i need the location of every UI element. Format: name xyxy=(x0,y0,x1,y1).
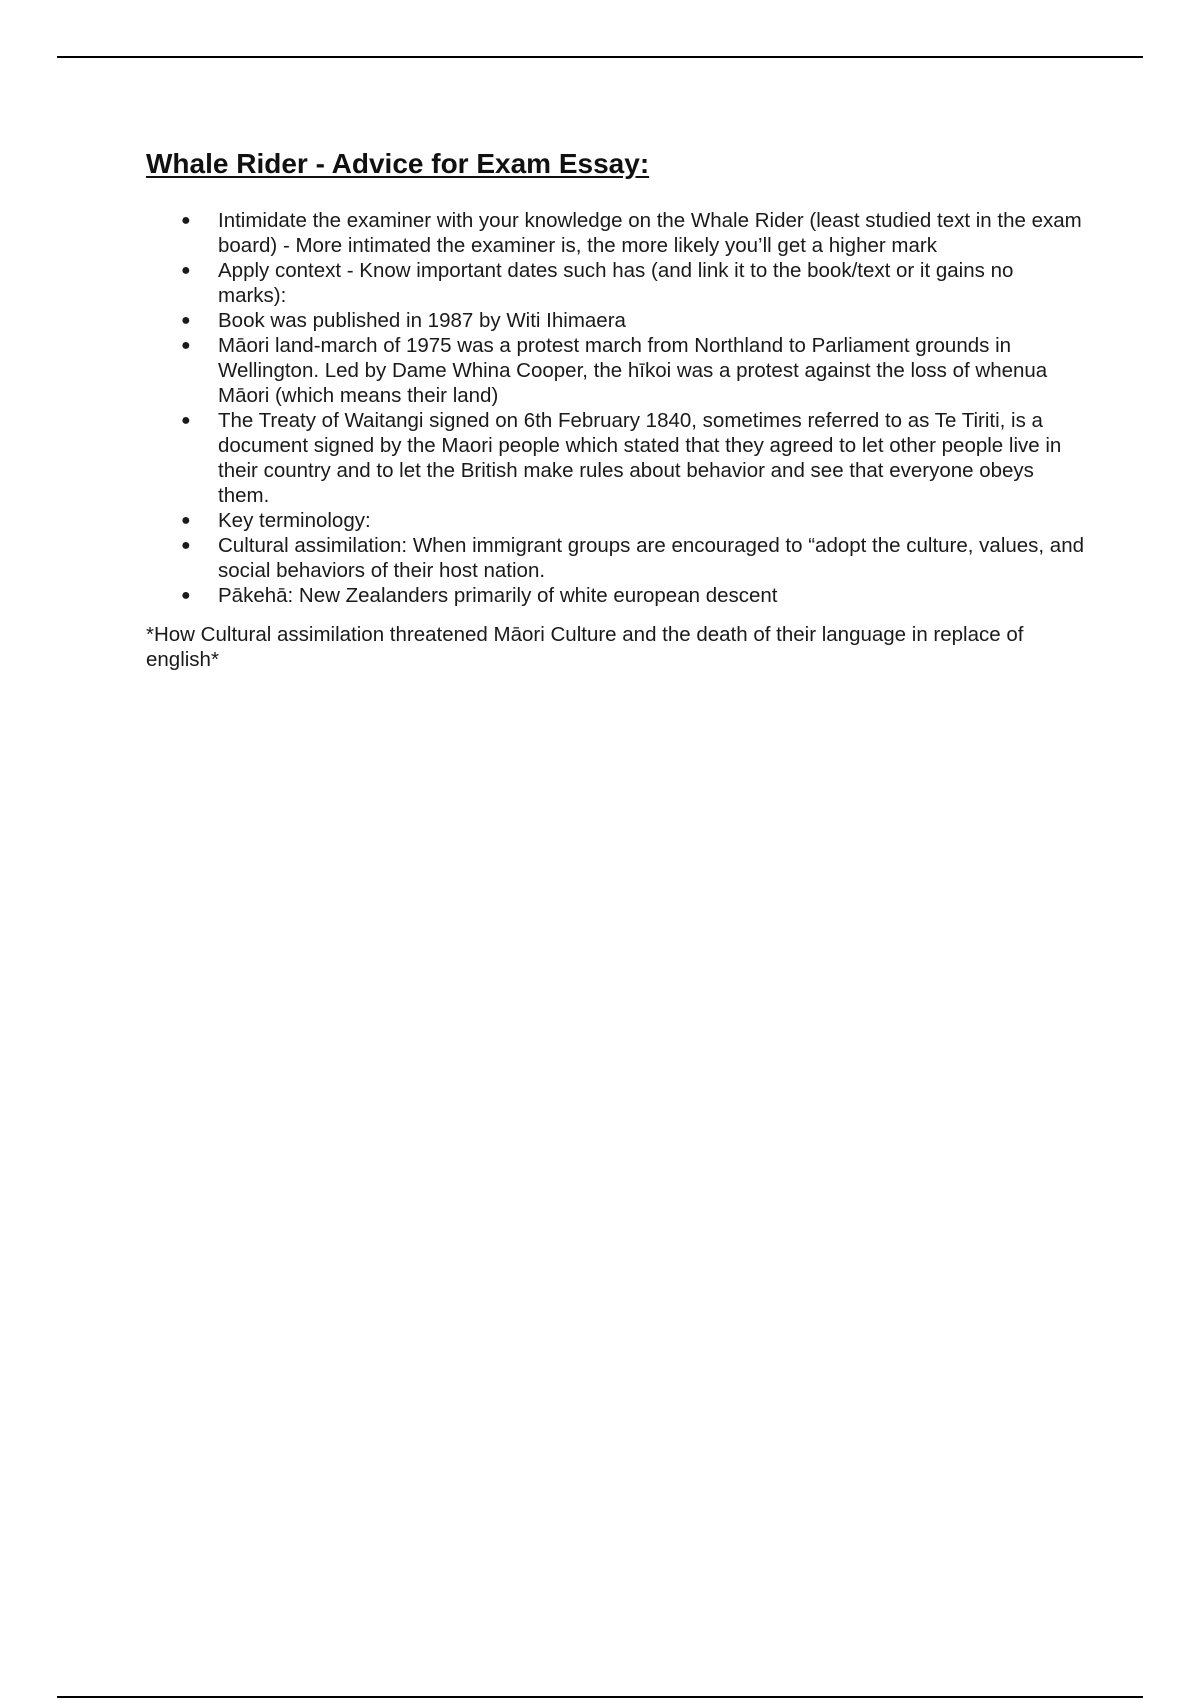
bullet-item xyxy=(146,583,1086,608)
bullet-item xyxy=(146,533,1086,583)
bullet-text: Book was published in 1987 by Witi Ihimaera xyxy=(218,309,626,332)
closing-note: *How Cultural assimilation threatened Māori Culture and the death of their language in replace of english* xyxy=(146,623,1024,671)
bullet-dot-icon: ● xyxy=(181,512,191,529)
bullet-item xyxy=(146,208,1086,258)
bullet-list xyxy=(146,208,1086,608)
bullet-dot-icon: ● xyxy=(181,262,191,279)
bullet-text: Apply context - Know important dates such has (and link it to the book/text or it gains no marks): xyxy=(218,259,1014,307)
bullet-text: Key terminology: xyxy=(218,509,371,532)
bullet-dot-icon: ● xyxy=(181,587,191,604)
bullet-item xyxy=(146,408,1086,508)
bullet-text: Pākehā: New Zealanders primarily of white european descent xyxy=(218,584,778,607)
bullet-text: The Treaty of Waitangi signed on 6th February 1840, sometimes referred to as Te Tiriti, is a document signed by the Maori people which stated that they agreed to let other people live in their country and to let the British make rules about behavior and see that everyone obeys them. xyxy=(218,409,1062,507)
page-top-rule xyxy=(57,56,1143,58)
bullet-dot-icon: ● xyxy=(181,537,191,554)
bullet-dot-icon: ● xyxy=(181,337,191,354)
bullet-dot-icon: ● xyxy=(181,212,191,229)
bullet-item xyxy=(146,258,1086,308)
bullet-dot-icon: ● xyxy=(181,412,191,429)
bullet-text: Intimidate the examiner with your knowledge on the Whale Rider (least studied text in the exam board) - More intimated the examiner is, the more likely you’ll get a higher mark xyxy=(218,209,1082,257)
bullet-text: Cultural assimilation: When immigrant groups are encouraged to “adopt the culture, values, and social behaviors of their host nation. xyxy=(218,534,1085,582)
bullet-text: Māori land-march of 1975 was a protest march from Northland to Parliament grounds in Wellington. Led by Dame Whina Cooper, the hīkoi was a protest against the loss of whenua Māori (which means their land) xyxy=(218,334,1048,407)
bullet-item xyxy=(146,508,1086,533)
document-body xyxy=(146,146,1086,672)
bullet-item xyxy=(146,333,1086,408)
document-title: Whale Rider - Advice for Exam Essay: xyxy=(146,148,650,179)
page-bottom-rule xyxy=(57,1696,1143,1698)
bullet-dot-icon: ● xyxy=(181,312,191,329)
bullet-item xyxy=(146,308,1086,333)
